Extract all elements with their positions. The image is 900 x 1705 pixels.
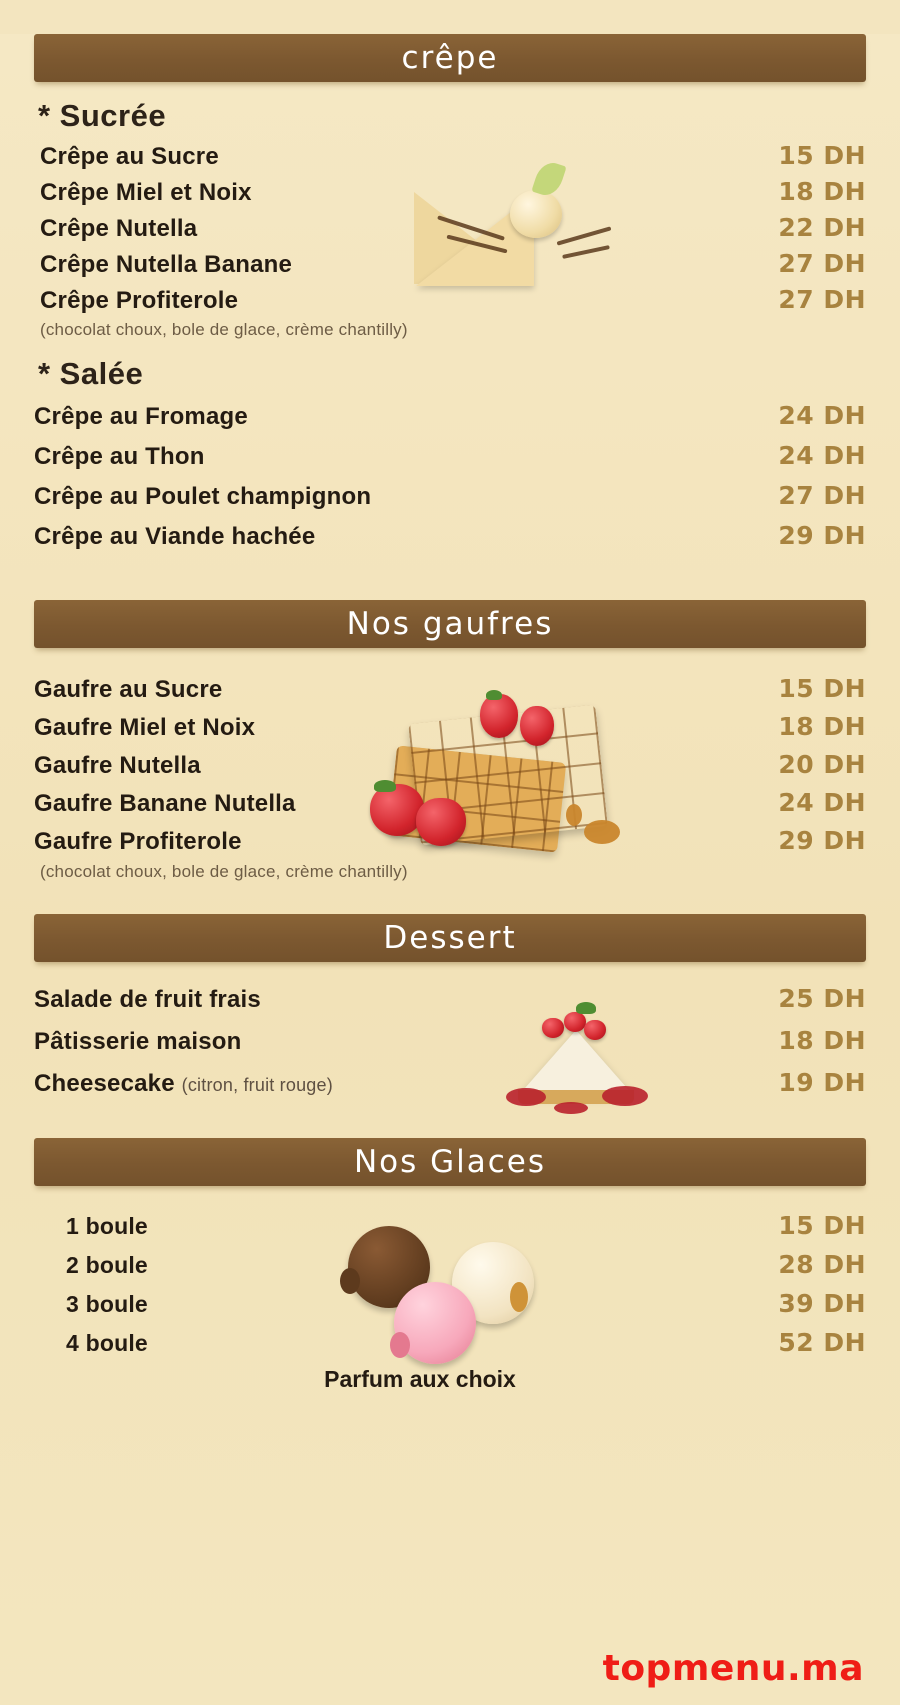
section-note-gaufres: (chocolat choux, bole de glace, crème chantilly) [40, 862, 408, 881]
item-name: Crêpe Nutella Banane [40, 251, 293, 278]
section-crepe [34, 34, 866, 556]
menu-row [34, 1245, 866, 1284]
item-name: Gaufre Nutella [34, 752, 201, 779]
group-title-sucree: * Sucrée [38, 98, 167, 133]
item-price: 27 DH [778, 249, 866, 278]
item-name: Crêpe au Poulet champignon [34, 483, 372, 510]
item-name: Crêpe Miel et Noix [40, 179, 252, 206]
menu-row [34, 174, 866, 210]
item-name: Gaufre Miel et Noix [34, 714, 256, 741]
item-name: Salade de fruit frais [34, 986, 261, 1013]
item-name: Gaufre au Sucre [34, 676, 223, 703]
section-glaces [34, 1138, 866, 1393]
menu-row [34, 516, 866, 556]
item-price: 22 DH [778, 213, 866, 242]
item-price: 24 DH [778, 441, 866, 470]
item-price: 29 DH [778, 826, 866, 855]
item-price: 18 DH [778, 712, 866, 741]
item-name: Crêpe au Sucre [40, 143, 219, 170]
item-price: 15 DH [778, 141, 866, 170]
item-name: Gaufre Banane Nutella [34, 790, 296, 817]
menu-page [0, 34, 900, 1705]
item-price: 20 DH [778, 750, 866, 779]
item-name: Pâtisserie maison [34, 1028, 242, 1055]
menu-row [34, 1062, 866, 1104]
item-name: 3 boule [66, 1291, 148, 1317]
menu-row [34, 396, 866, 436]
item-price: 39 DH [778, 1289, 866, 1318]
item-price: 18 DH [778, 177, 866, 206]
item-name: 1 boule [66, 1213, 148, 1239]
item-price: 19 DH [778, 1068, 866, 1097]
item-name-main: Cheesecake [34, 1070, 182, 1097]
menu-row [34, 476, 866, 516]
section-title-crepe: crêpe [401, 40, 499, 76]
item-price: 15 DH [778, 674, 866, 703]
section-title-gaufres: Nos gaufres [346, 606, 554, 642]
menu-row [34, 822, 866, 860]
section-header-gaufres [34, 600, 866, 648]
menu-row [34, 746, 866, 784]
menu-row [34, 1323, 866, 1362]
item-price: 29 DH [778, 521, 866, 550]
menu-row [34, 436, 866, 476]
item-price: 27 DH [778, 285, 866, 314]
group-salee [34, 356, 866, 556]
list-sucree [34, 138, 866, 340]
menu-row [34, 708, 866, 746]
item-price: 24 DH [778, 401, 866, 430]
menu-row [34, 1206, 866, 1245]
menu-row [34, 784, 866, 822]
item-name [34, 1070, 333, 1098]
menu-row [34, 246, 866, 282]
item-name: 4 boule [66, 1330, 148, 1356]
group-title-salee: * Salée [38, 356, 144, 391]
item-price: 15 DH [778, 1211, 866, 1240]
item-price: 28 DH [778, 1250, 866, 1279]
item-price: 27 DH [778, 481, 866, 510]
section-gaufres [34, 600, 866, 882]
menu-row [34, 978, 866, 1020]
item-price: 24 DH [778, 788, 866, 817]
menu-row [34, 138, 866, 174]
item-name: Crêpe au Fromage [34, 403, 248, 430]
menu-row [34, 210, 866, 246]
glaces-footer-note: Parfum aux choix [324, 1366, 516, 1392]
section-dessert [34, 914, 866, 1104]
item-price: 18 DH [778, 1026, 866, 1055]
section-header-dessert [34, 914, 866, 962]
section-header-crepe [34, 34, 866, 82]
section-header-glaces [34, 1138, 866, 1186]
item-price: 52 DH [778, 1328, 866, 1357]
group-note-sucree: (chocolat choux, bole de glace, crème chantilly) [40, 320, 408, 339]
section-title-glaces: Nos Glaces [353, 1144, 547, 1180]
list-gaufres [34, 670, 866, 882]
list-salee [34, 396, 866, 556]
menu-row [34, 670, 866, 708]
item-name: Crêpe Nutella [40, 215, 198, 242]
item-name: Crêpe Profiterole [40, 287, 239, 314]
item-price: 25 DH [778, 984, 866, 1013]
menu-row [34, 282, 866, 318]
item-name: Crêpe au Thon [34, 443, 205, 470]
item-name: Gaufre Profiterole [34, 828, 242, 855]
item-name-sub: (citron, fruit rouge) [181, 1075, 333, 1095]
menu-row [34, 1020, 866, 1062]
list-dessert [34, 978, 866, 1104]
item-name: Crêpe au Viande hachée [34, 523, 316, 550]
item-name: 2 boule [66, 1252, 148, 1278]
menu-row [34, 1284, 866, 1323]
brand-watermark: topmenu.ma [602, 1648, 864, 1689]
section-title-dessert: Dessert [383, 920, 517, 956]
group-sucree [34, 98, 866, 340]
